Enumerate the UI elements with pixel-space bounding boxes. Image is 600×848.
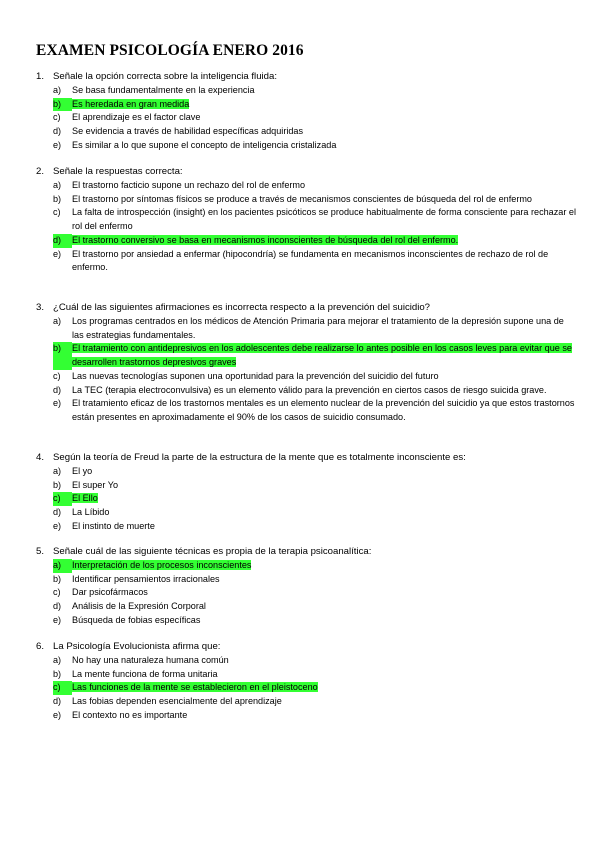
- option-text: Identificar pensamientos irracionales: [72, 573, 220, 584]
- option-letter: c): [53, 681, 72, 695]
- question-text: La Psicología Evolucionista afirma que:: [53, 641, 221, 652]
- question-text: Señale la respuestas correcta:: [53, 166, 183, 177]
- option-letter: b): [53, 668, 62, 679]
- page-title: EXAMEN PSICOLOGÍA ENERO 2016: [36, 42, 304, 59]
- option-e: [53, 397, 576, 424]
- option-c: [53, 586, 576, 600]
- option-text: No hay una naturaleza humana común: [72, 655, 229, 665]
- question-text: Señale cuál de las siguiente técnicas es propia de la terapia psicoanalítica:: [53, 546, 372, 557]
- option-a: [53, 559, 576, 573]
- option-letter: b): [53, 479, 62, 490]
- option-text: Se evidencia a través de habilidad específicas adquiridas: [72, 126, 304, 137]
- question-header: [36, 451, 576, 465]
- option-letter: b): [53, 573, 62, 584]
- option-text-correct: El trastorno conversivo se basa en mecanismos inconscientes de búsqueda del rol del enfermo.: [72, 234, 459, 245]
- option-text: Es similar a lo que supone el concepto de inteligencia cristalizada: [72, 139, 337, 150]
- option-text: Las fobias dependen esencialmente del aprendizaje: [72, 696, 282, 707]
- question-text: Señale la opción correcta sobre la inteligencia fluida:: [53, 71, 277, 82]
- option-letter: a): [53, 180, 62, 190]
- option-letter: c): [53, 112, 61, 123]
- option-e: [53, 520, 576, 534]
- option-letter: a): [53, 655, 62, 665]
- option-text-correct: El Ello: [72, 493, 98, 504]
- option-letter: b): [53, 98, 72, 112]
- option-c: [53, 681, 576, 695]
- option-a: [53, 179, 576, 193]
- option-letter: a): [53, 316, 62, 326]
- question-header: [36, 545, 576, 559]
- option-letter: e): [53, 614, 62, 625]
- option-letter: d): [53, 696, 62, 707]
- question-text: ¿Cuál de las siguientes afirmaciones es incorrecta respecto a la prevención del suicidio?: [53, 302, 431, 313]
- option-a: [53, 654, 576, 668]
- option-b: [53, 668, 576, 682]
- option-letter: e): [53, 520, 62, 531]
- option-letter: e): [53, 709, 62, 720]
- question-number: 1.: [36, 71, 45, 82]
- option-b: [53, 342, 576, 369]
- question-4: [36, 451, 576, 534]
- option-c: [53, 370, 576, 384]
- option-d: [53, 600, 576, 614]
- option-text-correct: Interpretación de los procesos inconscientes: [72, 560, 252, 570]
- option-letter: c): [53, 370, 61, 381]
- option-letter: d): [53, 507, 62, 518]
- option-letter: d): [53, 601, 62, 612]
- question-number: 5.: [36, 546, 45, 557]
- option-e: [53, 709, 576, 723]
- question-header: [36, 165, 576, 179]
- option-text: El trastorno por síntomas físicos se produce a través de mecanismos conscientes de búsqueda del rol de enfermo: [72, 193, 532, 204]
- option-e: [53, 614, 576, 628]
- option-letter: c): [53, 492, 72, 506]
- question-number: 3.: [36, 302, 45, 313]
- question-header: [36, 70, 576, 84]
- option-d: [53, 384, 576, 398]
- option-letter: e): [53, 139, 62, 150]
- option-text: El contexto no es importante: [72, 709, 188, 720]
- question-6: [36, 640, 576, 723]
- option-text: El aprendizaje es el factor clave: [72, 112, 201, 123]
- question-text: Según la teoría de Freud la parte de la estructura de la mente que es totalmente inconsciente es:: [53, 452, 466, 463]
- option-c: [53, 206, 576, 233]
- question-5: [36, 545, 576, 628]
- option-b: [53, 479, 576, 493]
- question-3: [36, 301, 576, 425]
- option-text-correct: Es heredada en gran medida: [72, 98, 190, 109]
- option-text-correct: Las funciones de la mente se establecieron en el pleistoceno: [72, 682, 318, 693]
- option-text: El yo: [72, 466, 93, 476]
- option-text: Se basa fundamentalmente en la experiencia: [72, 85, 255, 95]
- question-header: [36, 301, 576, 315]
- option-letter: e): [53, 248, 62, 259]
- option-d: [53, 506, 576, 520]
- option-e: [53, 248, 576, 275]
- option-letter: a): [53, 85, 62, 95]
- option-a: [53, 465, 576, 479]
- option-text: El trastorno facticio supone un rechazo del rol de enfermo: [72, 180, 306, 190]
- option-text: El instinto de muerte: [72, 520, 155, 531]
- question-number: 4.: [36, 452, 45, 463]
- option-c: [53, 492, 576, 506]
- question-number: 2.: [36, 166, 45, 177]
- question-1: [36, 70, 576, 153]
- option-text: La falta de introspección (insight) en los pacientes psicóticos se produce habitualmente de forma consciente para rechazar el rol del enfermo: [72, 207, 576, 232]
- option-letter: d): [53, 126, 62, 137]
- option-text: El trastorno por ansiedad a enfermar (hipocondría) se fundamenta en mecanismos inconscientes de rechazo de rol de enfermo.: [72, 248, 549, 273]
- option-letter: c): [53, 207, 61, 218]
- option-text: Dar psicofármacos: [72, 587, 148, 598]
- option-letter: c): [53, 587, 61, 598]
- question-2: [36, 165, 576, 275]
- option-d: [53, 234, 576, 248]
- option-letter: a): [53, 466, 62, 476]
- option-b: [53, 573, 576, 587]
- option-letter: b): [53, 342, 72, 369]
- option-text: La TEC (terapia electroconvulsiva) es un elemento válido para la prevención en ciertos casos de riesgo suicida grave.: [72, 384, 547, 395]
- option-a: [53, 315, 576, 342]
- option-c: [53, 111, 576, 125]
- option-letter: d): [53, 234, 72, 248]
- question-number: 6.: [36, 641, 45, 652]
- question-header: [36, 640, 576, 654]
- option-text: Los programas centrados en los médicos de Atención Primaria para mejorar el tratamiento de la depresión supone una de las estrategias fundamentales.: [72, 316, 564, 340]
- option-text: La Líbido: [72, 507, 110, 518]
- option-text: Búsqueda de fobias específicas: [72, 614, 201, 625]
- option-letter: b): [53, 193, 62, 204]
- option-e: [53, 139, 576, 153]
- option-text: Análisis de la Expresión Corporal: [72, 601, 206, 612]
- option-text: Las nuevas tecnologías suponen una oportunidad para la prevención del suicidio del futuro: [72, 370, 439, 381]
- option-text: El tratamiento eficaz de los trastornos mentales es un elemento nuclear de la prevención del suicidio ya que estos trastornos están presentes en aproximadamente el 90% de los casos de suicidio consumado.: [72, 398, 575, 422]
- option-letter: a): [53, 559, 72, 573]
- option-letter: d): [53, 384, 62, 395]
- option-a: [53, 84, 576, 98]
- option-text-correct: El tratamiento con antidepresivos en los adolescentes debe realizarse lo antes posible en los casos leves para evitar que se desarrollen trastornos depresivos graves: [72, 343, 572, 368]
- option-b: [53, 193, 576, 207]
- option-text: El super Yo: [72, 479, 119, 490]
- option-letter: e): [53, 398, 62, 409]
- option-text: La mente funciona de forma unitaria: [72, 668, 218, 679]
- option-d: [53, 695, 576, 709]
- option-b: [53, 98, 576, 112]
- option-d: [53, 125, 576, 139]
